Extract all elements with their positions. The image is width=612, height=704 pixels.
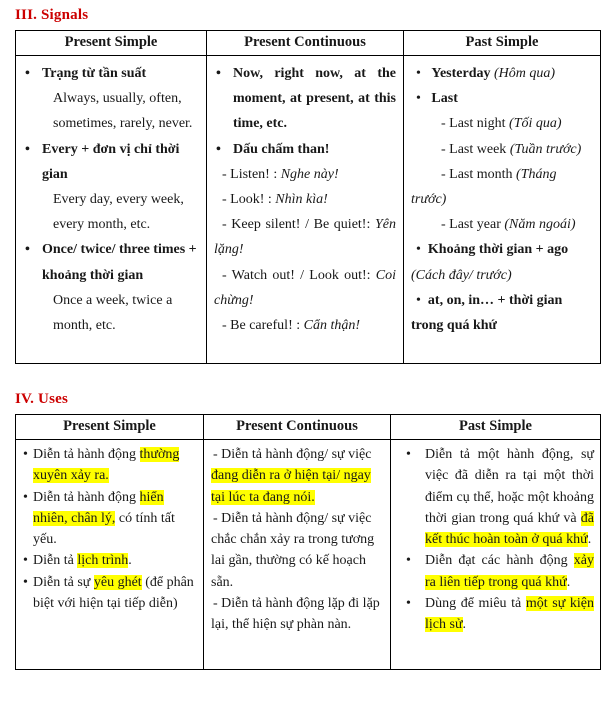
text-segment: - Listen! : (222, 166, 281, 182)
text-segment: (Cách đây/ trước) (411, 267, 512, 283)
cell-paragraph (214, 212, 396, 262)
cell-paragraph (411, 162, 593, 212)
text-segment: Yên lặng! (214, 217, 396, 258)
text-segment: - Last night (441, 116, 510, 132)
text-segment: • (416, 242, 428, 258)
bullet-marker: • (23, 489, 28, 505)
bullet-marker: • (23, 447, 28, 462)
uses-cell-present-continuous (204, 440, 391, 670)
text-segment: có tính tất yếu. (33, 510, 175, 548)
signals-header-past-simple: Past Simple (404, 31, 601, 56)
text-segment: - Last month (441, 166, 517, 182)
uses-body-row (16, 440, 601, 670)
signals-header-present-simple: Present Simple (16, 31, 207, 56)
text-segment: Trạng từ tần suất (42, 66, 147, 81)
signals-cell-past-simple (404, 56, 601, 364)
cell-paragraph (23, 86, 199, 136)
text-segment: Cẩn thận! (303, 317, 361, 333)
bullet-marker: • (25, 66, 30, 81)
bullet-marker: • (23, 553, 28, 569)
text-segment: Nghe này! (280, 166, 339, 182)
cell-paragraph (23, 137, 199, 187)
text-segment: Now, right now, at the moment, at present, at this time, etc. (233, 66, 396, 132)
bullet-marker: • (216, 66, 221, 81)
uses-table (15, 414, 601, 670)
cell-paragraph (398, 593, 594, 636)
bullet-marker: • (406, 553, 411, 569)
text-segment: Diễn đạt các hành động (425, 553, 574, 569)
uses-cell-past-simple (391, 440, 601, 670)
cell-paragraph (411, 111, 593, 136)
text-segment: Yesterday (431, 66, 495, 81)
text-segment: (Tối qua) (509, 116, 562, 132)
cell-paragraph (214, 313, 396, 338)
signals-header-present-continuous: Present Continuous (207, 31, 404, 56)
uses-header-row (16, 415, 601, 440)
text-segment: . (128, 553, 132, 569)
text-segment: Last (431, 91, 458, 107)
cell-paragraph (411, 86, 593, 111)
bullet-marker: • (25, 242, 30, 258)
text-segment: • (416, 292, 428, 308)
section-signals (15, 7, 600, 364)
text-segment: - Last year (441, 217, 505, 233)
cell-paragraph (23, 288, 199, 338)
cell-paragraph (214, 187, 396, 212)
signals-body-row (16, 56, 601, 364)
text-segment: Khoảng thời gian + ago (427, 242, 569, 258)
cell-paragraph (398, 550, 594, 593)
text-segment: đã kết thúc hoàn toàn ở quá khứ (425, 510, 594, 548)
section-title-signals: III. Signals (15, 7, 89, 23)
signals-table (15, 30, 601, 364)
cell-paragraph (211, 508, 384, 593)
text-segment: - Look! : (222, 191, 276, 207)
uses-cell-present-simple (16, 440, 204, 670)
text-segment: Diễn tả sự (33, 574, 94, 590)
text-segment: Diễn tả hành động (33, 489, 140, 505)
uses-header-past-simple: Past Simple (391, 415, 601, 440)
signals-header-row (16, 31, 601, 56)
text-segment: (Tuần trước) (509, 141, 582, 157)
cell-paragraph (411, 61, 593, 86)
cell-paragraph (411, 212, 593, 237)
text-segment: lịch trình (77, 553, 129, 569)
text-segment: đang diễn ra ở hiện tại/ ngay tại lúc ta đang nói. (211, 468, 371, 505)
bullet-marker: • (406, 447, 411, 462)
text-segment: • (416, 66, 432, 81)
uses-header-present-continuous: Present Continuous (204, 415, 391, 440)
text-segment: một sự kiện lịch sử (425, 595, 594, 633)
text-segment: - Be careful! : (222, 317, 304, 333)
cell-paragraph (23, 487, 197, 551)
uses-header-present-simple: Present Simple (16, 415, 204, 440)
bullet-marker: • (25, 141, 30, 157)
cell-paragraph (23, 237, 199, 287)
text-segment: . (462, 617, 467, 633)
text-segment: Every day, every week, every month, etc. (53, 191, 184, 233)
cell-paragraph (211, 444, 384, 508)
text-segment: . (566, 574, 571, 590)
text-segment: Diễn tả một hành động, sự việc đã diễn ra tại một thời điểm cụ thể, hoặc một khoảng thời gian trong quá khứ và (425, 447, 594, 526)
text-segment: Diễn tả (33, 553, 78, 569)
cell-paragraph (214, 61, 396, 137)
text-segment: Once a week, twice a month, etc. (53, 292, 173, 333)
section-uses (15, 391, 600, 670)
cell-paragraph (211, 593, 384, 636)
text-segment: yêu ghét (93, 574, 142, 590)
cell-paragraph (398, 444, 594, 550)
text-segment: - Last week (441, 141, 510, 157)
text-segment: Diễn tả hành động (33, 447, 140, 462)
cell-paragraph (23, 187, 199, 237)
text-segment: (Hôm qua) (494, 66, 556, 81)
text-segment: Dùng để miêu tả (425, 595, 526, 611)
cell-paragraph (411, 237, 593, 287)
text-segment: - Diễn tả hành động lặp đi lặp lại, thể hiện sự phàn nàn. (211, 595, 380, 633)
cell-paragraph (411, 137, 593, 162)
text-segment: Nhìn kìa! (275, 191, 328, 207)
cell-paragraph (214, 263, 396, 313)
text-segment: Coi chừng! (214, 267, 396, 308)
text-segment: - Diễn tả hành động/ sự việc (213, 447, 372, 462)
cell-paragraph (214, 137, 396, 162)
section-title-uses: IV. Uses (15, 391, 69, 407)
text-segment: Always, usually, often, sometimes, rarely, never. (53, 91, 193, 132)
text-segment: - Keep silent! / Be quiet!: (222, 217, 375, 233)
text-segment: (Năm ngoái) (504, 217, 576, 233)
text-segment: - Watch out! / Look out!: (222, 267, 376, 283)
cell-paragraph (23, 572, 197, 615)
bullet-marker: • (216, 141, 221, 157)
text-segment: Dấu chấm than! (233, 141, 330, 157)
cell-paragraph (23, 61, 199, 86)
text-segment: . (587, 532, 592, 548)
signals-cell-present-continuous (207, 56, 404, 364)
text-segment: • (416, 91, 432, 107)
bullet-marker: • (23, 574, 28, 590)
text-segment: Once/ twice/ three times + khoảng thời gian (42, 242, 197, 283)
text-segment: (Tháng trước) (411, 166, 557, 207)
text-segment: at, on, in… + thời gian trong quá khứ (411, 292, 563, 333)
text-segment: - Diễn tả hành động/ sự việc chắc chắn xảy ra trong tương lai gần, thường có kế hoạch sẵn. (211, 510, 375, 590)
signals-cell-present-simple (16, 56, 207, 364)
text-segment: Every + đơn vị chỉ thời gian (42, 141, 180, 182)
bullet-marker: • (406, 595, 411, 611)
text-segment: hiển nhiên, chân lý, (33, 489, 164, 526)
text-segment: (để phân biệt với hiện tại tiếp diễn) (33, 574, 194, 611)
text-segment: xảy ra liên tiếp trong quá khứ (425, 553, 594, 590)
cell-paragraph (23, 550, 197, 571)
cell-paragraph (23, 444, 197, 487)
text-segment: thường xuyên xảy ra. (33, 447, 180, 484)
cell-paragraph (411, 288, 593, 338)
cell-paragraph (214, 162, 396, 187)
